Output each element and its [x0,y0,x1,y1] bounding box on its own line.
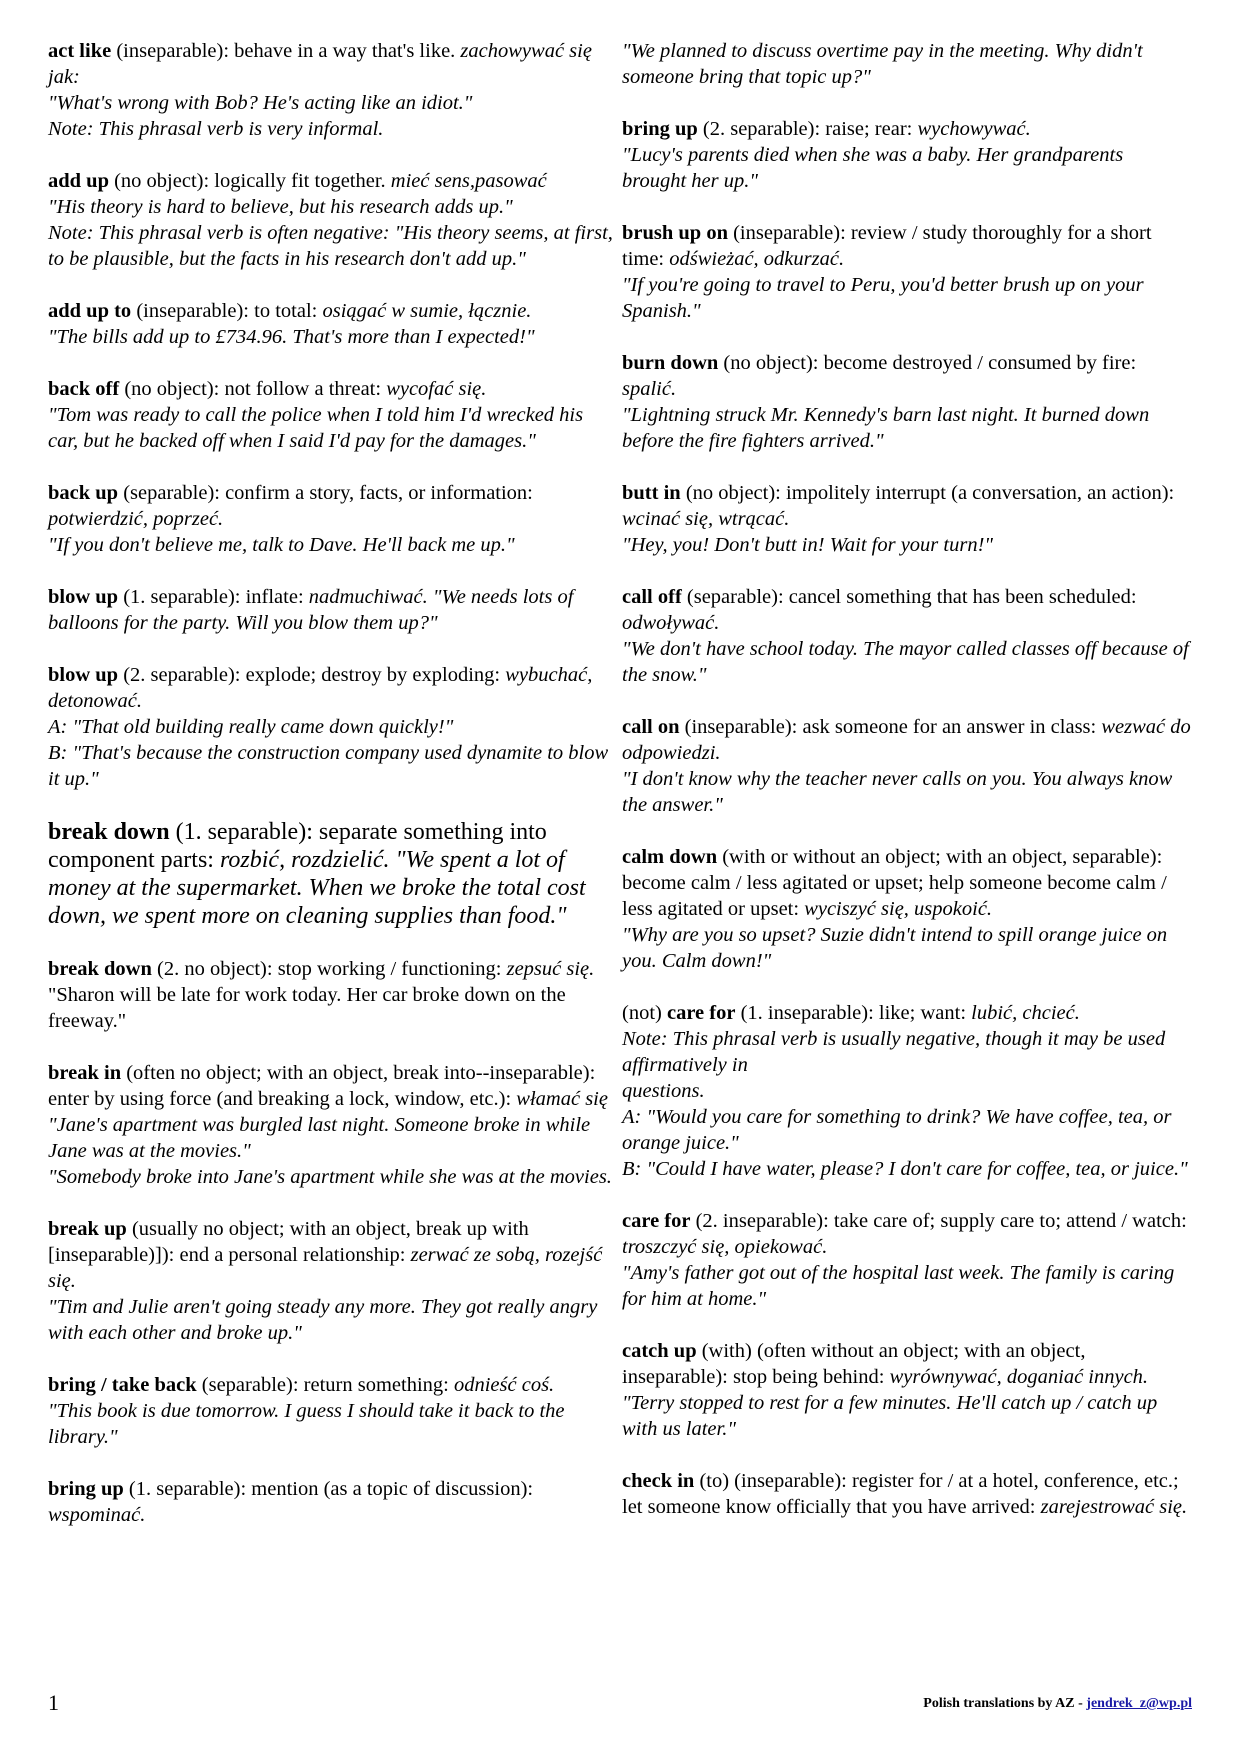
polish-translation: odwoływać. [622,612,720,634]
entry-definition [48,376,616,402]
example-sentence: "What's wrong with Bob? He's acting like an idiot." [48,92,473,114]
entry-grammar: (1. separable): separate something into component parts: [48,819,547,873]
entry-definition [622,1000,1192,1026]
entry-headword: bring up [622,118,698,140]
entry-grammar: (no object): not follow a threat: [119,378,382,400]
dictionary-entry [48,818,616,930]
entry-headword: check in [622,1470,695,1492]
entry-headword: blow up [48,586,119,608]
example-sentence: "Sharon will be late for work today. Her car broke down on the freeway." [48,984,566,1032]
example-sentence: "Lucy's parents died when she was a baby. Her grandparents brought her up." [622,144,1124,192]
example-sentence: "Lightning struck Mr. Kennedy's barn last night. It burned down before the fire fighters arrived." [622,404,1150,452]
entry-grammar: (often no object; with an object, break into--inseparable): enter by using force (and breaking a lock, window, etc.): [48,1062,596,1110]
entry-definition [48,38,616,90]
example-sentence: "The bills add up to £734.96. That's more than I expected!" [48,326,535,348]
dictionary-entry [622,480,1192,558]
entry-definition [48,662,616,714]
entry-definition [622,584,1192,636]
polish-translation: wezwać do odpowiedzi. [622,716,1191,764]
dictionary-entry [48,298,616,350]
dictionary-entry [622,220,1192,324]
entry-headword: break in [48,1062,122,1084]
entry-grammar: (to) (inseparable): register for / at a hotel, conference, etc.; let someone know officially that you have arrived: [622,1470,1179,1518]
entry-definition [622,480,1192,532]
entry-definition [48,818,616,930]
entry-prefix: (not) [622,1002,667,1024]
entry-headword: bring / take back [48,1374,197,1396]
entry-headword: care for [666,1002,736,1024]
entry-headword: back up [48,482,119,504]
entry-headword: bring up [48,1478,124,1500]
dictionary-entry [622,1468,1192,1520]
polish-translation: wyrównywać, doganiać innych. [889,1366,1149,1388]
polish-translation: wcinać się, wtrącać. [622,508,790,530]
polish-translation: włamać się [516,1088,608,1110]
polish-translation: wybuchać, detonować. [48,664,593,712]
dictionary-entry [48,376,616,454]
polish-translation: wycofać się. [386,378,487,400]
dictionary-entry [622,714,1192,818]
entry-grammar: (inseparable): to total: [131,300,318,322]
entry-definition [622,350,1192,402]
entry-grammar: (inseparable): review / study thoroughly for a short time: [622,222,1152,270]
entry-definition [48,298,616,324]
polish-translation: rozbić, rozdzielić. [219,847,390,873]
entry-definition [48,1372,616,1398]
example-sentence: B: "That's because the construction company used dynamite to blow it up." [48,742,609,790]
polish-translation: odnieść coś. [453,1374,555,1396]
example-sentence: "Jane's apartment was burgled last night. Someone broke in while Jane was at the movies." [48,1114,591,1162]
entry-definition [622,1208,1192,1260]
entry-grammar: (inseparable): ask someone for an answer in class: [679,716,1097,738]
entry-headword: catch up [622,1340,697,1362]
example-sentence: "Hey, you! Don't butt in! Wait for your turn!" [622,534,994,556]
entry-headword: brush up on [622,222,728,244]
dictionary-entry [622,584,1192,688]
entry-definition [48,584,616,636]
polish-translation: troszczyć się, opiekować. [622,1236,828,1258]
example-sentence: "Tom was ready to call the police when I told him I'd wrecked his car, but he backed off when I said I'd pay for the damages." [48,404,584,452]
example-sentence: A: "Would you care for something to drink? We have coffee, tea, or orange juice." [622,1106,1172,1154]
polish-translation: zerwać ze sobą, rozejść się. [48,1244,603,1292]
entry-definition [622,1338,1192,1390]
entry-headword: care for [622,1210,691,1232]
polish-translation: odświeżać, odkurzać. [669,248,845,270]
usage-note: Note: This phrasal verb is often negative: "His theory seems, at first, to be plausible, but the facts in his research don't add up." [48,222,613,270]
dictionary-entry [622,1208,1192,1312]
dictionary-entry [622,1338,1192,1442]
entry-definition [48,168,616,194]
polish-translation: zepsuć się. [506,958,595,980]
entry-headword: call on [622,716,680,738]
entry-grammar: (2. separable): explode; destroy by exploding: [118,664,501,686]
usage-note: questions. [622,1080,705,1102]
dictionary-entry [48,1216,616,1346]
entry-headword: burn down [622,352,719,374]
left-column [48,38,616,1554]
example-sentence: "Terry stopped to rest for a few minutes. He'll catch up / catch up with us later." [622,1392,1158,1440]
entry-headword: add up to [48,300,132,322]
dictionary-entry [48,38,616,142]
polish-translation: mieć sens,pasować [390,170,547,192]
entry-headword: blow up [48,664,119,686]
dictionary-entry [622,116,1192,194]
entry-grammar: (2. inseparable): take care of; supply care to; attend / watch: [690,1210,1187,1232]
entry-grammar: (separable): return something: [196,1374,449,1396]
entry-definition [48,1476,616,1528]
example-sentence: "I don't know why the teacher never calls on you. You always know the answer." [622,768,1173,816]
dictionary-entry [48,956,616,1034]
entry-grammar: (1. separable): mention (as a topic of discussion): [123,1478,534,1500]
entry-headword: back off [48,378,120,400]
entry-headword: butt in [622,482,681,504]
entry-headword: add up [48,170,109,192]
polish-translation: spalić. [622,378,677,400]
entry-grammar: (with or without an object; with an object, separable): become calm / less agitated or upset; help someone become calm / less agitated or upset: [622,846,1167,920]
polish-translation: osiągać w sumie, łącznie. [322,300,532,322]
entry-definition [48,956,616,1034]
example-sentence: "Why are you so upset? Suzie didn't intend to spill orange juice on you. Calm down!" [622,924,1168,972]
dictionary-entry [48,480,616,558]
entry-definition [48,1060,616,1112]
entry-grammar: (with) (often without an object; with an object, inseparable): stop being behind: [622,1340,1086,1388]
example-sentence: "If you don't believe me, talk to Dave. He'll back me up." [48,534,515,556]
entry-grammar: (2. no object): stop working / functioning: [151,958,502,980]
entry-definition [622,844,1192,922]
entry-definition [622,220,1192,272]
example-sentence: "If you're going to travel to Peru, you'd better brush up on your Spanish." [622,274,1144,322]
example-sentence: "We don't have school today. The mayor called classes off because of the snow." [622,638,1189,686]
entry-grammar: (no object): logically fit together. [108,170,386,192]
dictionary-entry [48,1372,616,1450]
example-sentence: "We planned to discuss overtime pay in the meeting. Why didn't someone bring that topic up?" [622,40,1143,88]
entry-definition [48,1216,616,1294]
entry-definition [48,480,616,532]
example-sentence: A: "That old building really came down quickly!" [48,716,454,738]
example-sentence: "Somebody broke into Jane's apartment while she was at the movies. [48,1166,612,1188]
dictionary-entry [48,1476,616,1528]
example-sentence: "His theory is hard to believe, but his research adds up." [48,196,513,218]
dictionary-entry [622,844,1192,974]
dictionary-entry [48,1060,616,1190]
example-sentence: B: "Could I have water, please? I don't care for coffee, tea, or juice." [622,1158,1188,1180]
entry-definition [622,1468,1192,1520]
example-sentence: "Amy's father got out of the hospital last week. The family is caring for him at home." [622,1262,1175,1310]
example-sentence: "We needs lots of balloons for the party. Will you blow them up?" [48,586,574,634]
polish-translation: wspominać. [48,1504,146,1526]
example-sentence: "This book is due tomorrow. I guess I should take it back to the library." [48,1400,565,1448]
dictionary-entry [622,38,1192,90]
entry-grammar: (no object): impolitely interrupt (a conversation, an action): [680,482,1175,504]
right-column [622,38,1192,1546]
page-number: 1 [48,1690,59,1715]
dictionary-entry [622,350,1192,454]
polish-translation: potwierdzić, poprzeć. [48,508,224,530]
entry-grammar: (separable): cancel something that has been scheduled: [681,586,1137,608]
entry-headword: break down [48,958,152,980]
entry-grammar: (separable): confirm a story, facts, or information: [118,482,533,504]
entry-grammar: (inseparable): behave in a way that's like. [111,40,456,62]
entry-grammar: (1. separable): inflate: [118,586,304,608]
example-sentence: "Tim and Julie aren't going steady any more. They got really angry with each other and broke up." [48,1296,598,1344]
polish-translation: lubić, chcieć. [971,1002,1080,1024]
example-sentence: "We spent a lot of money at the supermarket. When we broke the total cost down, we spent more on cleaning supplies than food." [48,847,586,929]
entry-definition [622,116,1192,142]
entry-headword: act like [48,40,112,62]
entry-grammar: (usually no object; with an object, break up with [inseparable)]): end a personal relationship: [48,1218,529,1266]
entry-definition [622,714,1192,766]
credit-text: Polish translations by AZ - [923,1696,1087,1711]
polish-translation: nadmuchiwać. [308,586,428,608]
polish-translation: wyciszyć się, uspokoić. [804,898,993,920]
usage-note: Note: This phrasal verb is very informal. [48,118,384,140]
polish-translation: wychowywać. [917,118,1031,140]
entry-headword: call off [622,586,682,608]
dictionary-entry [48,662,616,792]
entry-headword: break up [48,1218,127,1240]
dictionary-entry [48,168,616,272]
entry-grammar: (1. inseparable): like; want: [735,1002,967,1024]
entry-grammar: (2. separable): raise; rear: [697,118,913,140]
entry-headword: break down [48,819,170,845]
email-link[interactable]: jendrek_z@wp.pl [1086,1696,1192,1711]
entry-headword: calm down [622,846,718,868]
dictionary-entry [622,1000,1192,1182]
entry-grammar: (no object): become destroyed / consumed by fire: [718,352,1137,374]
polish-translation: zarejestrować się. [1040,1496,1188,1518]
dictionary-entry [48,584,616,636]
usage-note: Note: This phrasal verb is usually negative, though it may be used affirmatively in [622,1028,1166,1076]
polish-translation: zachowywać się jak: [48,40,592,88]
translation-credit [923,1696,1192,1712]
